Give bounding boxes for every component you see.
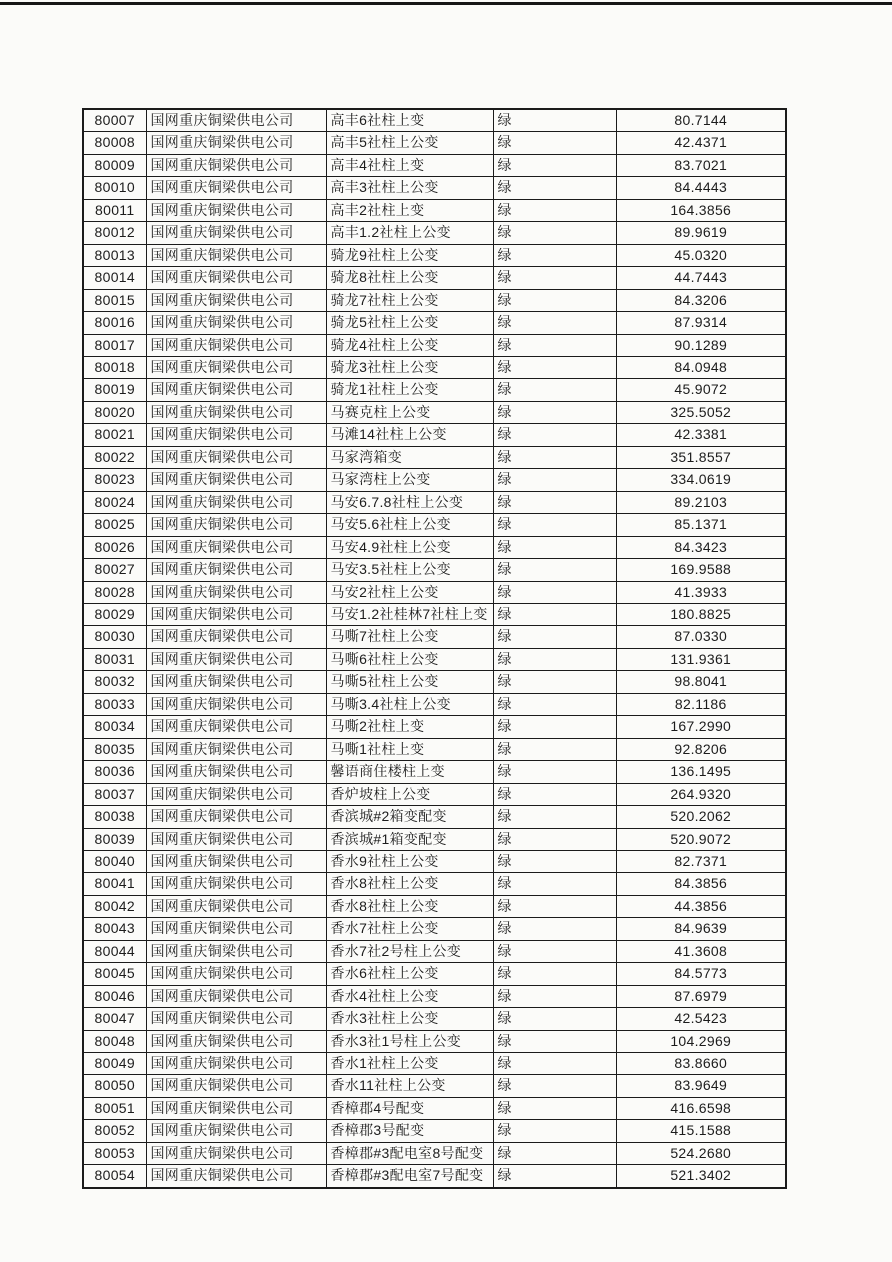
cell-status: 绿	[493, 783, 616, 805]
cell-value: 351.8557	[616, 446, 786, 468]
cell-station: 香樟郡#3配电室7号配变	[326, 1165, 493, 1188]
cell-status: 绿	[493, 1075, 616, 1097]
table-row	[83, 356, 786, 378]
cell-id: 80018	[83, 356, 146, 378]
cell-station: 高丰2社柱上变	[326, 199, 493, 221]
cell-company: 国网重庆铜梁供电公司	[146, 828, 326, 850]
cell-id: 80026	[83, 536, 146, 558]
cell-company: 国网重庆铜梁供电公司	[146, 648, 326, 670]
cell-status: 绿	[493, 379, 616, 401]
cell-status: 绿	[493, 1030, 616, 1052]
cell-station: 马滩14社柱上公变	[326, 424, 493, 446]
cell-station: 马嘶6社柱上公变	[326, 648, 493, 670]
cell-company: 国网重庆铜梁供电公司	[146, 603, 326, 625]
cell-company: 国网重庆铜梁供电公司	[146, 940, 326, 962]
table-row	[83, 581, 786, 603]
cell-status: 绿	[493, 1008, 616, 1030]
cell-id: 80045	[83, 963, 146, 985]
cell-company: 国网重庆铜梁供电公司	[146, 1097, 326, 1119]
cell-company: 国网重庆铜梁供电公司	[146, 491, 326, 513]
table-row	[83, 671, 786, 693]
cell-status: 绿	[493, 963, 616, 985]
cell-value: 41.3933	[616, 581, 786, 603]
cell-company: 国网重庆铜梁供电公司	[146, 985, 326, 1007]
cell-company: 国网重庆铜梁供电公司	[146, 289, 326, 311]
cell-status: 绿	[493, 806, 616, 828]
cell-status: 绿	[493, 222, 616, 244]
cell-id: 80046	[83, 985, 146, 1007]
cell-value: 44.3856	[616, 895, 786, 917]
cell-id: 80035	[83, 738, 146, 760]
table-row	[83, 244, 786, 266]
table-body	[83, 109, 786, 1188]
cell-station: 香樟郡3号配变	[326, 1120, 493, 1142]
cell-id: 80011	[83, 199, 146, 221]
cell-id: 80054	[83, 1165, 146, 1188]
cell-id: 80022	[83, 446, 146, 468]
cell-status: 绿	[493, 109, 616, 132]
table-row	[83, 109, 786, 132]
cell-station: 马安4.9社柱上公变	[326, 536, 493, 558]
cell-status: 绿	[493, 985, 616, 1007]
cell-station: 马安1.2社桂林7社柱上变	[326, 603, 493, 625]
cell-id: 80021	[83, 424, 146, 446]
cell-status: 绿	[493, 648, 616, 670]
cell-company: 国网重庆铜梁供电公司	[146, 132, 326, 154]
cell-status: 绿	[493, 626, 616, 648]
table-row	[83, 985, 786, 1007]
page-top-rule	[0, 2, 892, 5]
cell-value: 131.9361	[616, 648, 786, 670]
table-row	[83, 850, 786, 872]
cell-id: 80025	[83, 514, 146, 536]
cell-status: 绿	[493, 895, 616, 917]
cell-value: 42.3381	[616, 424, 786, 446]
table-row	[83, 334, 786, 356]
cell-id: 80032	[83, 671, 146, 693]
cell-id: 80036	[83, 761, 146, 783]
cell-value: 264.9320	[616, 783, 786, 805]
cell-value: 89.9619	[616, 222, 786, 244]
table-row	[83, 469, 786, 491]
table-row	[83, 626, 786, 648]
cell-id: 80028	[83, 581, 146, 603]
cell-station: 马嘶5社柱上公变	[326, 671, 493, 693]
table-row	[83, 963, 786, 985]
cell-id: 80015	[83, 289, 146, 311]
cell-status: 绿	[493, 132, 616, 154]
table-row	[83, 1030, 786, 1052]
table-row	[83, 514, 786, 536]
cell-station: 香樟郡4号配变	[326, 1097, 493, 1119]
table-row	[83, 828, 786, 850]
cell-value: 334.0619	[616, 469, 786, 491]
cell-value: 82.7371	[616, 850, 786, 872]
cell-id: 80030	[83, 626, 146, 648]
cell-station: 马安2社柱上公变	[326, 581, 493, 603]
cell-status: 绿	[493, 738, 616, 760]
cell-company: 国网重庆铜梁供电公司	[146, 469, 326, 491]
cell-station: 骑龙5社柱上公变	[326, 312, 493, 334]
cell-station: 骑龙9社柱上公变	[326, 244, 493, 266]
cell-id: 80024	[83, 491, 146, 513]
cell-status: 绿	[493, 334, 616, 356]
cell-company: 国网重庆铜梁供电公司	[146, 963, 326, 985]
cell-status: 绿	[493, 671, 616, 693]
cell-status: 绿	[493, 424, 616, 446]
cell-station: 高丰4社柱上变	[326, 154, 493, 176]
cell-station: 马嘶7社柱上公变	[326, 626, 493, 648]
cell-station: 骑龙3社柱上公变	[326, 356, 493, 378]
cell-value: 520.9072	[616, 828, 786, 850]
cell-value: 92.8206	[616, 738, 786, 760]
cell-company: 国网重庆铜梁供电公司	[146, 671, 326, 693]
cell-value: 180.8825	[616, 603, 786, 625]
table-row	[83, 1075, 786, 1097]
cell-id: 80041	[83, 873, 146, 895]
cell-status: 绿	[493, 873, 616, 895]
table-row	[83, 761, 786, 783]
cell-company: 国网重庆铜梁供电公司	[146, 1053, 326, 1075]
cell-station: 香水6社柱上公变	[326, 963, 493, 985]
cell-status: 绿	[493, 536, 616, 558]
cell-id: 80008	[83, 132, 146, 154]
cell-station: 骑龙8社柱上公变	[326, 267, 493, 289]
cell-id: 80038	[83, 806, 146, 828]
cell-company: 国网重庆铜梁供电公司	[146, 267, 326, 289]
cell-status: 绿	[493, 761, 616, 783]
cell-status: 绿	[493, 446, 616, 468]
table-row	[83, 1142, 786, 1164]
cell-id: 80039	[83, 828, 146, 850]
cell-station: 香水7社2号柱上公变	[326, 940, 493, 962]
cell-id: 80043	[83, 918, 146, 940]
cell-value: 89.2103	[616, 491, 786, 513]
cell-company: 国网重庆铜梁供电公司	[146, 895, 326, 917]
cell-company: 国网重庆铜梁供电公司	[146, 424, 326, 446]
cell-station: 马嘶1社柱上变	[326, 738, 493, 760]
cell-value: 521.3402	[616, 1165, 786, 1188]
cell-station: 骑龙7社柱上公变	[326, 289, 493, 311]
cell-status: 绿	[493, 918, 616, 940]
cell-value: 87.9314	[616, 312, 786, 334]
cell-value: 45.9072	[616, 379, 786, 401]
cell-id: 80014	[83, 267, 146, 289]
cell-station: 高丰5社柱上公变	[326, 132, 493, 154]
cell-value: 87.6979	[616, 985, 786, 1007]
table-row	[83, 1165, 786, 1188]
cell-station: 香水4社柱上公变	[326, 985, 493, 1007]
cell-id: 80051	[83, 1097, 146, 1119]
table-row	[83, 132, 786, 154]
cell-id: 80050	[83, 1075, 146, 1097]
table-row	[83, 1120, 786, 1142]
cell-value: 45.0320	[616, 244, 786, 266]
cell-company: 国网重庆铜梁供电公司	[146, 379, 326, 401]
cell-company: 国网重庆铜梁供电公司	[146, 806, 326, 828]
cell-station: 香水8社柱上公变	[326, 873, 493, 895]
cell-station: 马嘶2社柱上变	[326, 716, 493, 738]
cell-value: 84.3423	[616, 536, 786, 558]
table-row	[83, 222, 786, 244]
cell-id: 80029	[83, 603, 146, 625]
cell-station: 香滨城#1箱变配变	[326, 828, 493, 850]
cell-value: 167.2990	[616, 716, 786, 738]
table-row	[83, 424, 786, 446]
cell-value: 524.2680	[616, 1142, 786, 1164]
cell-company: 国网重庆铜梁供电公司	[146, 693, 326, 715]
cell-status: 绿	[493, 267, 616, 289]
cell-status: 绿	[493, 940, 616, 962]
cell-station: 香水11社柱上公变	[326, 1075, 493, 1097]
cell-station: 香水8社柱上公变	[326, 895, 493, 917]
cell-id: 80010	[83, 177, 146, 199]
cell-company: 国网重庆铜梁供电公司	[146, 356, 326, 378]
cell-id: 80040	[83, 850, 146, 872]
cell-id: 80047	[83, 1008, 146, 1030]
cell-id: 80049	[83, 1053, 146, 1075]
cell-id: 80013	[83, 244, 146, 266]
table-row	[83, 693, 786, 715]
cell-status: 绿	[493, 1165, 616, 1188]
cell-value: 84.5773	[616, 963, 786, 985]
table-row	[83, 940, 786, 962]
cell-value: 90.1289	[616, 334, 786, 356]
cell-status: 绿	[493, 469, 616, 491]
cell-id: 80009	[83, 154, 146, 176]
cell-value: 136.1495	[616, 761, 786, 783]
cell-value: 42.4371	[616, 132, 786, 154]
cell-company: 国网重庆铜梁供电公司	[146, 1030, 326, 1052]
cell-value: 41.3608	[616, 940, 786, 962]
cell-id: 80020	[83, 401, 146, 423]
table-row	[83, 312, 786, 334]
table-row	[83, 379, 786, 401]
table-row	[83, 783, 786, 805]
table-row	[83, 559, 786, 581]
cell-status: 绿	[493, 559, 616, 581]
cell-id: 80017	[83, 334, 146, 356]
cell-company: 国网重庆铜梁供电公司	[146, 761, 326, 783]
table-row	[83, 648, 786, 670]
cell-station: 香水3社柱上公变	[326, 1008, 493, 1030]
cell-station: 馨语商住楼柱上变	[326, 761, 493, 783]
cell-value: 82.1186	[616, 693, 786, 715]
cell-station: 香水9社柱上公变	[326, 850, 493, 872]
cell-company: 国网重庆铜梁供电公司	[146, 626, 326, 648]
cell-station: 马安5.6社柱上公变	[326, 514, 493, 536]
cell-company: 国网重庆铜梁供电公司	[146, 244, 326, 266]
transformer-table	[82, 108, 787, 1189]
cell-status: 绿	[493, 401, 616, 423]
cell-id: 80023	[83, 469, 146, 491]
cell-status: 绿	[493, 1097, 616, 1119]
cell-status: 绿	[493, 514, 616, 536]
table-row	[83, 873, 786, 895]
cell-id: 80012	[83, 222, 146, 244]
cell-company: 国网重庆铜梁供电公司	[146, 312, 326, 334]
cell-company: 国网重庆铜梁供电公司	[146, 446, 326, 468]
table-row	[83, 536, 786, 558]
cell-company: 国网重庆铜梁供电公司	[146, 334, 326, 356]
table-row	[83, 199, 786, 221]
cell-value: 84.9639	[616, 918, 786, 940]
cell-company: 国网重庆铜梁供电公司	[146, 581, 326, 603]
cell-status: 绿	[493, 581, 616, 603]
cell-company: 国网重庆铜梁供电公司	[146, 199, 326, 221]
cell-station: 马家湾箱变	[326, 446, 493, 468]
table-row	[83, 401, 786, 423]
table-row	[83, 446, 786, 468]
table-row	[83, 289, 786, 311]
cell-company: 国网重庆铜梁供电公司	[146, 154, 326, 176]
cell-id: 80007	[83, 109, 146, 132]
cell-station: 骑龙4社柱上公变	[326, 334, 493, 356]
cell-company: 国网重庆铜梁供电公司	[146, 1008, 326, 1030]
cell-company: 国网重庆铜梁供电公司	[146, 783, 326, 805]
cell-value: 84.3856	[616, 873, 786, 895]
cell-station: 香水3社1号柱上公变	[326, 1030, 493, 1052]
cell-station: 马赛克柱上公变	[326, 401, 493, 423]
table-row	[83, 154, 786, 176]
cell-id: 80016	[83, 312, 146, 334]
cell-id: 80027	[83, 559, 146, 581]
cell-station: 马安6.7.8社柱上公变	[326, 491, 493, 513]
cell-value: 98.8041	[616, 671, 786, 693]
cell-station: 高丰3社柱上公变	[326, 177, 493, 199]
cell-company: 国网重庆铜梁供电公司	[146, 177, 326, 199]
cell-id: 80052	[83, 1120, 146, 1142]
cell-company: 国网重庆铜梁供电公司	[146, 401, 326, 423]
cell-company: 国网重庆铜梁供电公司	[146, 738, 326, 760]
cell-id: 80034	[83, 716, 146, 738]
cell-station: 香樟郡#3配电室8号配变	[326, 1142, 493, 1164]
cell-value: 415.1588	[616, 1120, 786, 1142]
table-row	[83, 1008, 786, 1030]
cell-company: 国网重庆铜梁供电公司	[146, 109, 326, 132]
cell-status: 绿	[493, 289, 616, 311]
cell-station: 香炉坡柱上公变	[326, 783, 493, 805]
cell-station: 高丰6社柱上变	[326, 109, 493, 132]
table-row	[83, 895, 786, 917]
cell-status: 绿	[493, 716, 616, 738]
cell-company: 国网重庆铜梁供电公司	[146, 514, 326, 536]
cell-value: 87.0330	[616, 626, 786, 648]
cell-id: 80033	[83, 693, 146, 715]
cell-company: 国网重庆铜梁供电公司	[146, 716, 326, 738]
cell-station: 骑龙1社柱上公变	[326, 379, 493, 401]
cell-company: 国网重庆铜梁供电公司	[146, 1142, 326, 1164]
cell-station: 马家湾柱上公变	[326, 469, 493, 491]
cell-station: 高丰1.2社柱上公变	[326, 222, 493, 244]
cell-value: 104.2969	[616, 1030, 786, 1052]
cell-status: 绿	[493, 1120, 616, 1142]
table-row	[83, 1053, 786, 1075]
cell-value: 83.7021	[616, 154, 786, 176]
cell-station: 香滨城#2箱变配变	[326, 806, 493, 828]
cell-station: 马嘶3.4社柱上公变	[326, 693, 493, 715]
table-row	[83, 716, 786, 738]
cell-status: 绿	[493, 356, 616, 378]
cell-value: 85.1371	[616, 514, 786, 536]
table-row	[83, 918, 786, 940]
cell-company: 国网重庆铜梁供电公司	[146, 1165, 326, 1188]
cell-value: 164.3856	[616, 199, 786, 221]
cell-company: 国网重庆铜梁供电公司	[146, 1120, 326, 1142]
cell-company: 国网重庆铜梁供电公司	[146, 222, 326, 244]
cell-id: 80048	[83, 1030, 146, 1052]
cell-status: 绿	[493, 177, 616, 199]
cell-station: 香水1社柱上公变	[326, 1053, 493, 1075]
cell-company: 国网重庆铜梁供电公司	[146, 1075, 326, 1097]
cell-id: 80037	[83, 783, 146, 805]
cell-id: 80031	[83, 648, 146, 670]
cell-company: 国网重庆铜梁供电公司	[146, 850, 326, 872]
cell-value: 44.7443	[616, 267, 786, 289]
cell-value: 520.2062	[616, 806, 786, 828]
cell-value: 80.7144	[616, 109, 786, 132]
cell-status: 绿	[493, 244, 616, 266]
cell-value: 84.4443	[616, 177, 786, 199]
table-row	[83, 1097, 786, 1119]
cell-status: 绿	[493, 828, 616, 850]
cell-company: 国网重庆铜梁供电公司	[146, 536, 326, 558]
table-row	[83, 806, 786, 828]
cell-value: 83.9649	[616, 1075, 786, 1097]
cell-id: 80042	[83, 895, 146, 917]
cell-station: 香水7社柱上公变	[326, 918, 493, 940]
cell-station: 马安3.5社柱上公变	[326, 559, 493, 581]
cell-status: 绿	[493, 693, 616, 715]
cell-value: 325.5052	[616, 401, 786, 423]
cell-company: 国网重庆铜梁供电公司	[146, 559, 326, 581]
cell-value: 84.3206	[616, 289, 786, 311]
cell-status: 绿	[493, 491, 616, 513]
cell-company: 国网重庆铜梁供电公司	[146, 873, 326, 895]
table-row	[83, 267, 786, 289]
cell-value: 42.5423	[616, 1008, 786, 1030]
cell-status: 绿	[493, 154, 616, 176]
table-row	[83, 491, 786, 513]
cell-status: 绿	[493, 603, 616, 625]
cell-id: 80044	[83, 940, 146, 962]
cell-id: 80053	[83, 1142, 146, 1164]
table-row	[83, 603, 786, 625]
cell-id: 80019	[83, 379, 146, 401]
cell-status: 绿	[493, 199, 616, 221]
cell-status: 绿	[493, 1053, 616, 1075]
table-row	[83, 177, 786, 199]
cell-company: 国网重庆铜梁供电公司	[146, 918, 326, 940]
table-row	[83, 738, 786, 760]
cell-value: 416.6598	[616, 1097, 786, 1119]
cell-status: 绿	[493, 850, 616, 872]
cell-value: 83.8660	[616, 1053, 786, 1075]
cell-status: 绿	[493, 312, 616, 334]
cell-value: 169.9588	[616, 559, 786, 581]
cell-status: 绿	[493, 1142, 616, 1164]
cell-value: 84.0948	[616, 356, 786, 378]
